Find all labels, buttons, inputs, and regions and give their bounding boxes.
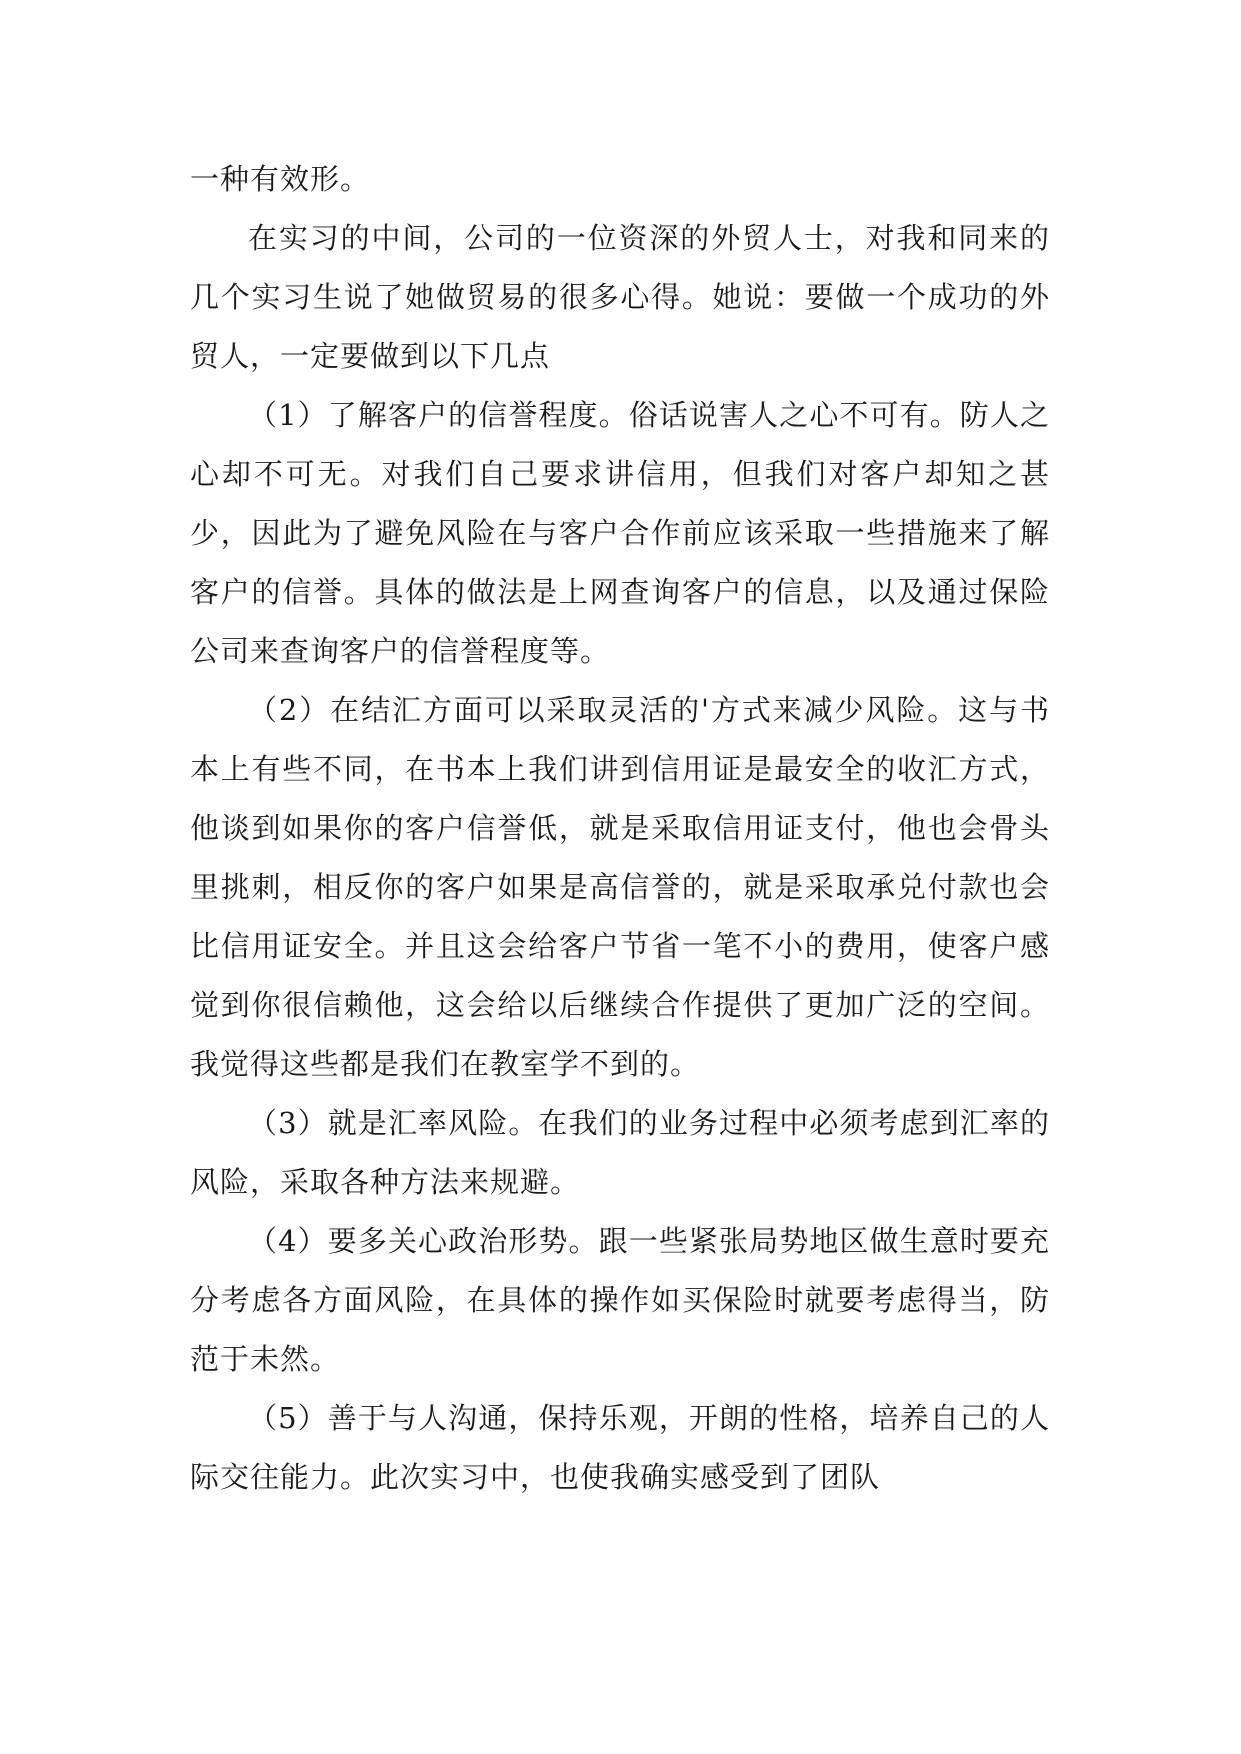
paragraph-point-1: （1）了解客户的信誉程度。俗话说害人之心不可有。防人之心却不可无。对我们自己要求讲信用，但我们对客户却知之甚少，因此为了避免风险在与客户合作前应该采取一些措施来了解客户的信誉。具体的做法是上网查询客户的信息，以及通过保险公司来查询客户的信誉程度等。 — [190, 398, 1050, 668]
body-text — [190, 150, 1050, 1507]
paragraph-continuation: 一种有效形。 — [190, 162, 371, 196]
paragraph-point-4: （4）要多关心政治形势。跟一些紧张局势地区做生意时要充分考虑各方面风险，在具体的操作如买保险时就要考虑得当，防范于未然。 — [190, 1224, 1050, 1376]
paragraph-intro: 在实习的中间，公司的一位资深的外贸人士，对我和同来的几个实习生说了她做贸易的很多心得。她说：要做一个成功的外贸人，一定要做到以下几点 — [190, 221, 1050, 373]
paragraph-point-5: （5）善于与人沟通，保持乐观，开朗的性格，培养自己的人际交往能力。此次实习中，也使我确实感受到了团队 — [190, 1401, 1050, 1494]
paragraph-point-3: （3）就是汇率风险。在我们的业务过程中必须考虑到汇率的风险，采取各种方法来规避。 — [190, 1106, 1050, 1199]
paragraph-point-2: （2）在结汇方面可以采取灵活的'方式来减少风险。这与书本上有些不同，在书本上我们讲到信用证是最安全的收汇方式，他谈到如果你的客户信誉低，就是采取信用证支付，他也会骨头里挑刺，相反你的客户如果是高信誉的，就是采取承兑付款也会比信用证安全。并且这会给客户节省一笔不小的费用，使客户感觉到你很信赖他，这会给以后继续合作提供了更加广泛的空间。我觉得这些都是我们在教室学不到的。 — [190, 693, 1050, 1081]
